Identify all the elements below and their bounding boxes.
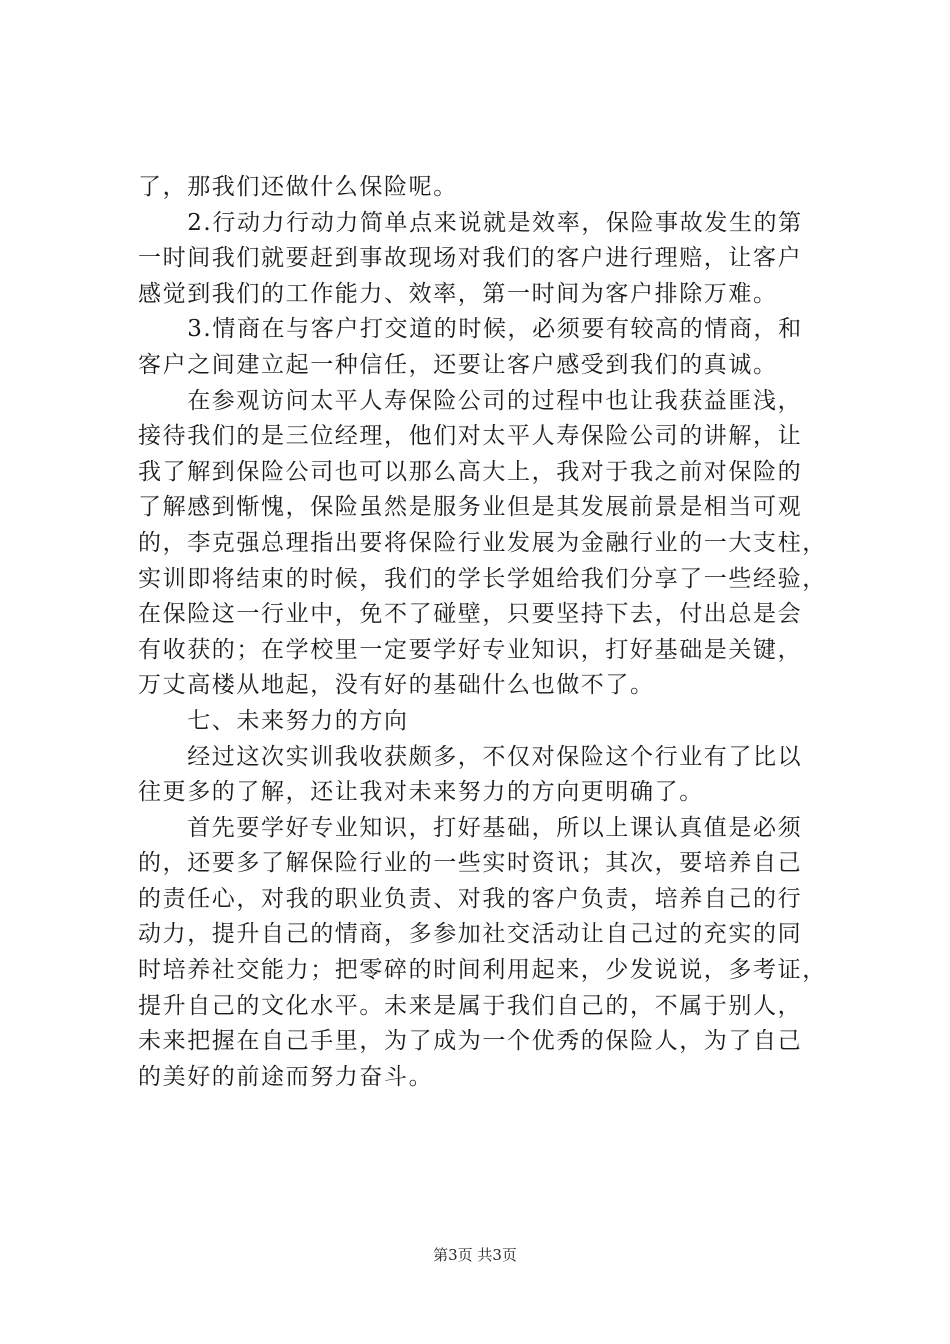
text-line: 实训即将结束的时候，我们的学长学姐给我们分享了一些经验， (138, 565, 827, 592)
text-line: 提升自己的文化水平。未来是属于我们自己的，不属于别人， (138, 992, 803, 1019)
text-line: 时培养社交能力；把零碎的时间利用起来，少发说说，多考证， (138, 957, 827, 984)
text-line: 客户之间建立起一种信任，还要让客户感受到我们的真诚。 (138, 351, 778, 378)
text-line: 动力，提升自己的情商，多参加社交活动让自己过的充实的同 (138, 921, 803, 948)
text-line: 一时间我们就要赶到事故现场对我们的客户进行理赔，让客户 (138, 245, 803, 272)
text-line: 了，那我们还做什么保险呢。 (138, 174, 458, 200)
text-line: 首先要学好专业知识，打好基础，所以上课认真值是必须 (138, 814, 803, 841)
text-line: 往更多的了解，还让我对未来努力的方向更明确了。 (138, 779, 704, 806)
text-line: 在参观访问太平人寿保险公司的过程中也让我获益匪浅， (138, 387, 803, 414)
text-line: 有收获的；在学校里一定要学好专业知识，打好基础是关键， (138, 636, 803, 663)
text-line: 万丈高楼从地起，没有好的基础什么也做不了。 (138, 672, 655, 699)
section-heading: 七、未来努力的方向 (138, 707, 409, 734)
text-line: 2.行动力行动力简单点来说就是效率，保险事故发生的第 (138, 209, 803, 236)
page-footer: 第3页 共3页 (433, 1246, 517, 1264)
text-line: 了解感到惭愧，保险虽然是服务业但是其发展前景是相当可观 (138, 494, 803, 521)
text-line: 感觉到我们的工作能力、效率，第一时间为客户排除万难。 (138, 280, 778, 307)
text-line: 的美好的前途而努力奋斗。 (138, 1063, 434, 1090)
text-line: 的，李克强总理指出要将保险行业发展为金融行业的一大支柱， (138, 529, 827, 556)
text-line: 的责任心，对我的职业负责、对我的客户负责，培养自己的行 (138, 885, 803, 912)
text-line: 经过这次实训我收获颇多，不仅对保险这个行业有了比以 (138, 743, 803, 770)
text-line: 的，还要多了解保险行业的一些实时资讯；其次，要培养自己 (138, 850, 803, 877)
text-line: 在保险这一行业中，免不了碰壁，只要坚持下去，付出总是会 (138, 601, 803, 628)
document-body (138, 170, 838, 1095)
text-line: 我了解到保险公司也可以那么高大上，我对于我之前对保险的 (138, 458, 803, 485)
text-line: 3.情商在与客户打交道的时候，必须要有较高的情商，和 (138, 316, 803, 343)
text-line: 未来把握在自己手里，为了成为一个优秀的保险人，为了自己 (138, 1028, 803, 1055)
text-line: 接待我们的是三位经理，他们对太平人寿保险公司的讲解，让 (138, 423, 803, 450)
